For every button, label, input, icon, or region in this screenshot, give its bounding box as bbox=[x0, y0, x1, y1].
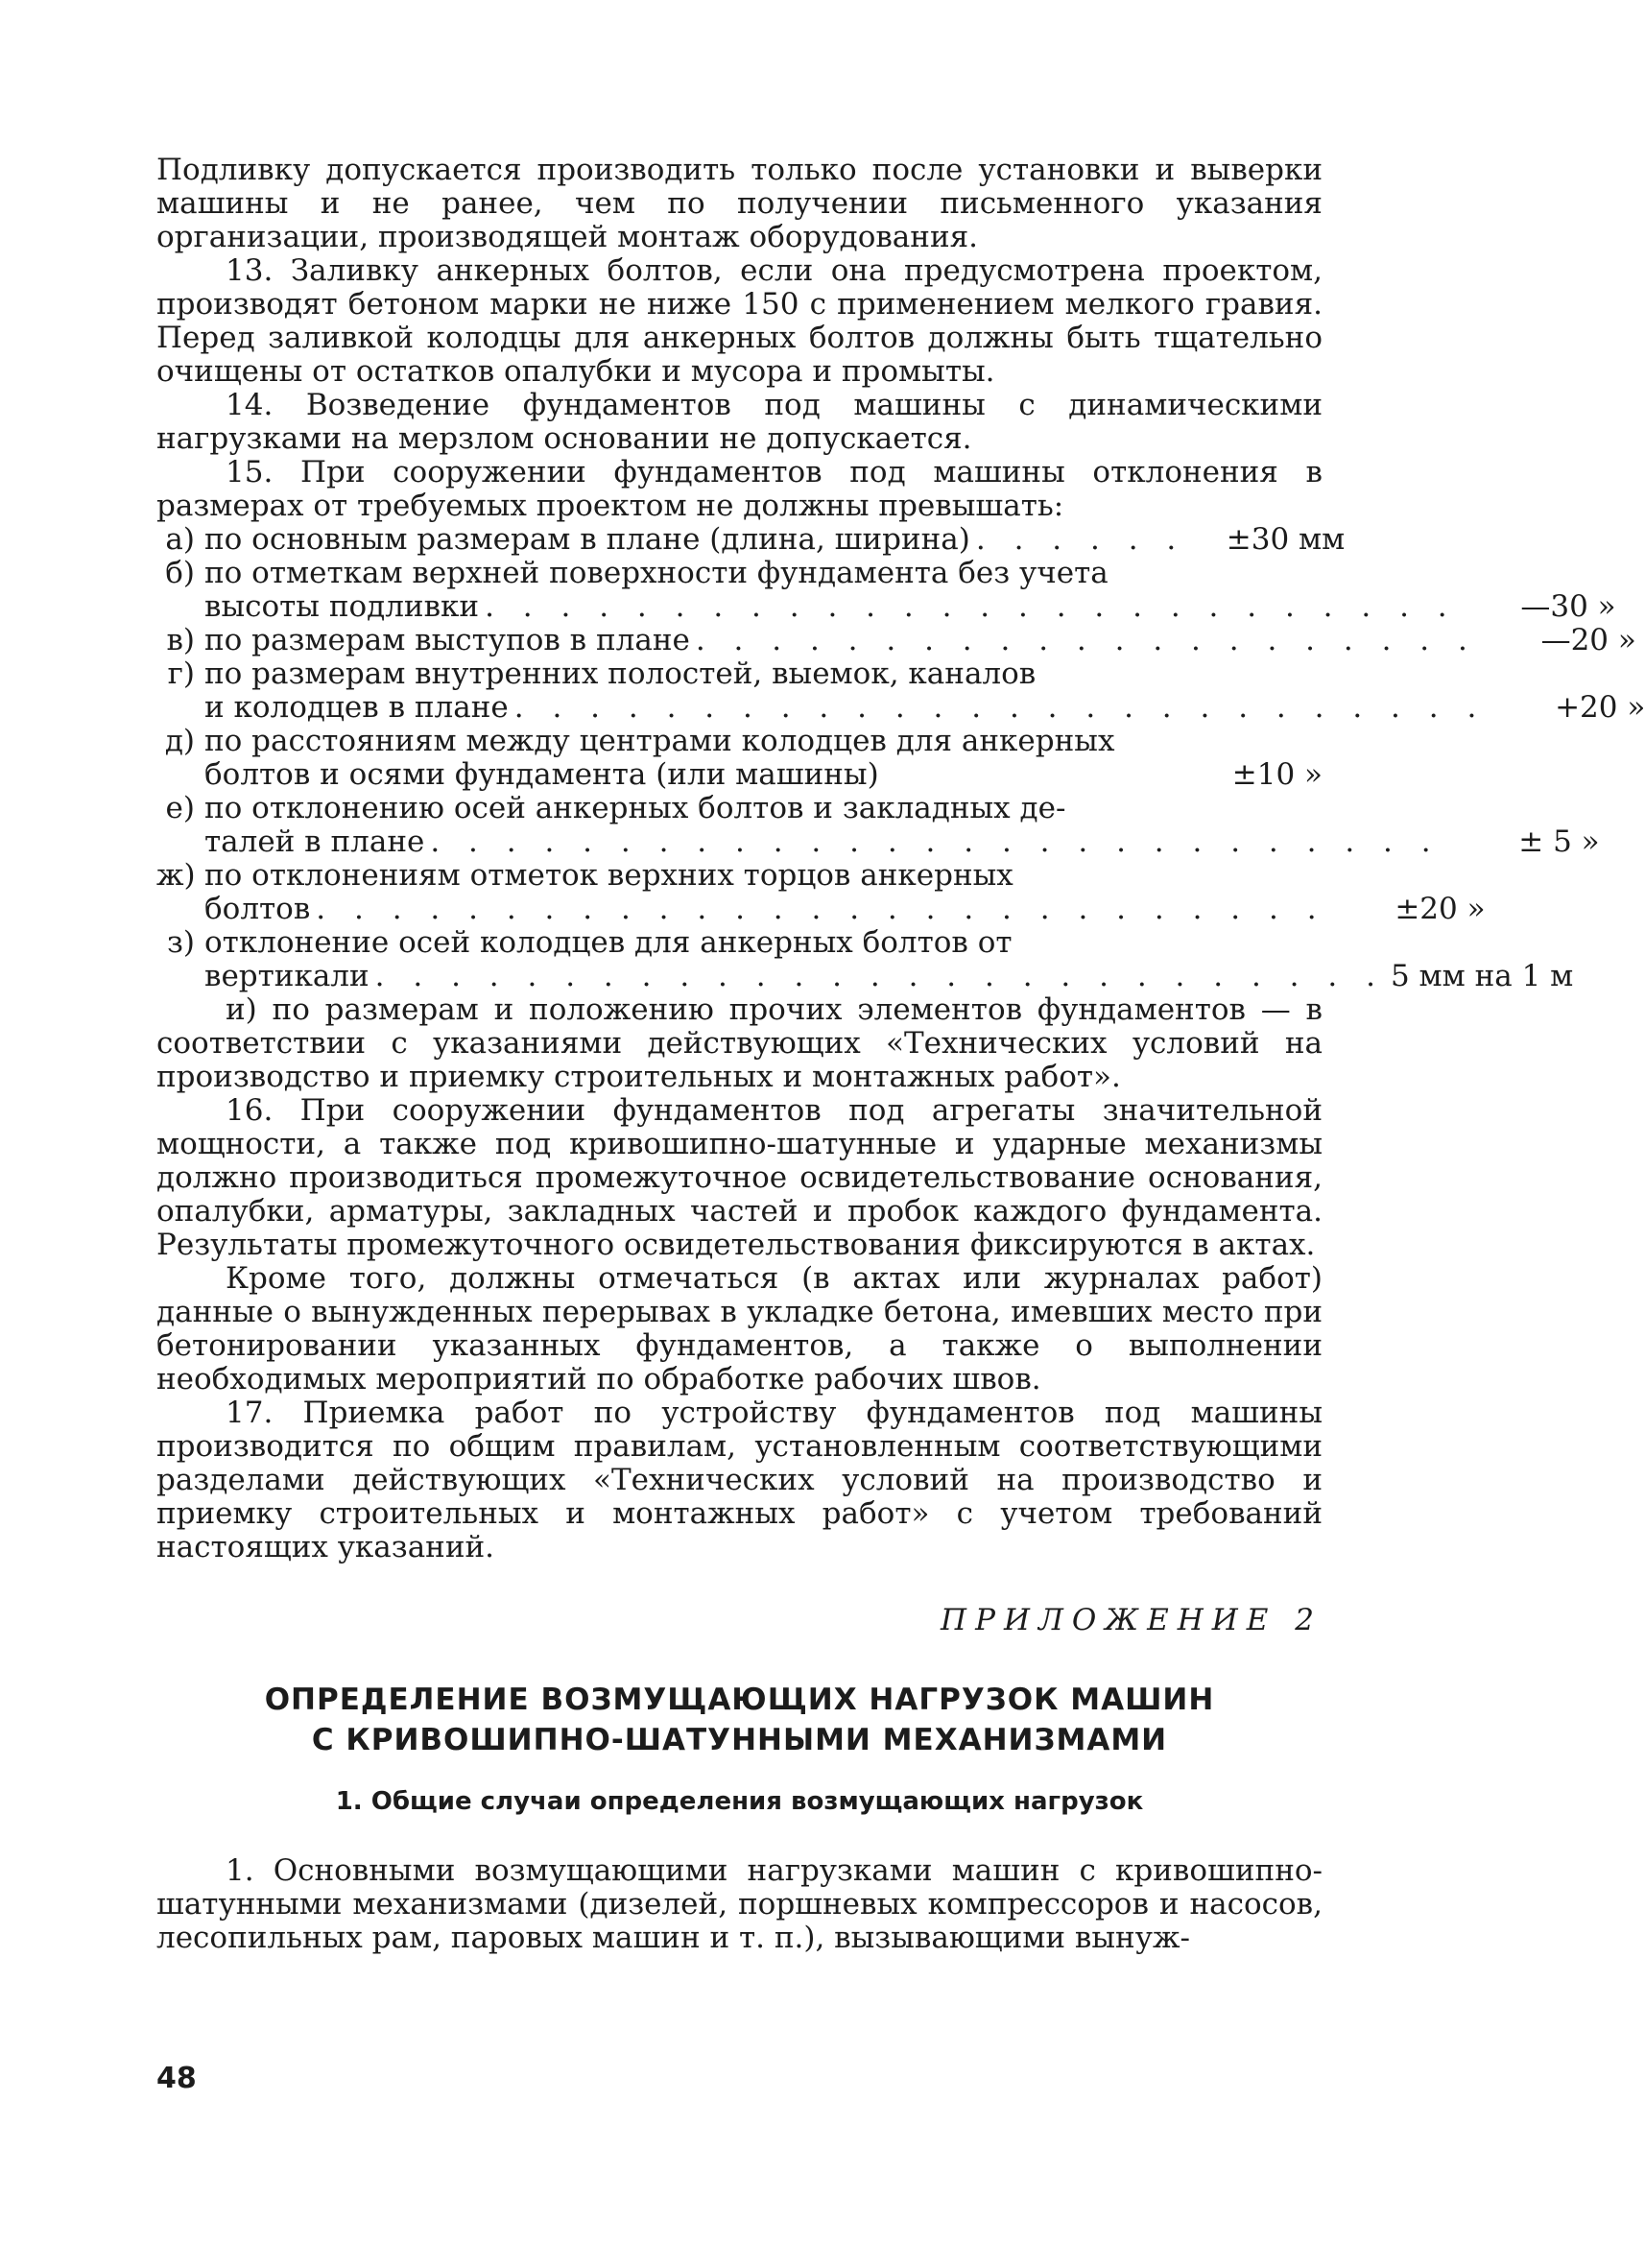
item-value: ±10 » bbox=[1231, 757, 1323, 792]
item-text-cont: болтов bbox=[204, 892, 311, 926]
item-letter: д) bbox=[164, 724, 195, 758]
item-text: по отклонениям отметок верхних торцов анкерных bbox=[204, 858, 1013, 893]
tolerance-item: б) по отметкам верхней поверхности фундамента без учета высоты подливки . . . . . . . . . . . . . . . . . . . . . . . . . . —30 » bbox=[156, 557, 1323, 624]
item-value: ± 5 » bbox=[1518, 824, 1600, 859]
item-i: и) по размерам и положению прочих элементов фундаментов — в соответствии с указаниями действующих «Технических условий на производство и приемку строительных и монтажных работ». bbox=[156, 992, 1323, 1094]
paragraph-15: 15. При сооружении фундаментов под машины отклонения в размерах от требуемых проектом не должны превышать: bbox=[156, 455, 1323, 523]
tolerance-item: в) по размерам выступов в плане . . . . . . . . . . . . . . . . . . . . . —20 » bbox=[156, 624, 1323, 657]
item-text-cont: высоты подливки bbox=[204, 589, 480, 624]
appendix-label: ПРИЛОЖЕНИЕ 2 bbox=[941, 1603, 1323, 1637]
item-text-cont: вертикали bbox=[204, 959, 370, 993]
item-value: +20 » bbox=[1555, 690, 1645, 725]
item-text: отклонение осей колодцев для анкерных болтов от bbox=[204, 925, 1013, 960]
tolerance-item bbox=[156, 725, 1323, 792]
item-letter: в) bbox=[166, 623, 195, 657]
paragraph-17: 17. Приемка работ по устройству фундаментов под машины производится по общим правилам, установленным соответствующими разделами действующих «Технических условий на производство и приемку строительных и монтажных работ» с учетом требований настоящих указаний. bbox=[156, 1396, 1323, 1564]
item-letter: б) bbox=[165, 556, 195, 590]
item-text: по основным размерам в плане (длина, ширина) bbox=[204, 522, 970, 557]
section-title bbox=[156, 1680, 1323, 1760]
tolerance-item: е) по отклонению осей анкерных болтов и закладных де- талей в плане . . . . . . . . . . . . . . . . . . . . . . . . . . . ± 5 » bbox=[156, 792, 1323, 859]
paragraph-16: 16. При сооружении фундаментов под агрегаты значительной мощности, а также под кривошипно-шатунные и ударные механизмы должно производиться промежуточное освидетельствование основания, опалубки, арматуры, закладных частей и пробок каждого фундамента. Результаты промежуточного освидетельствования фиксируются в актах. bbox=[156, 1093, 1323, 1262]
item-value: ±30 мм bbox=[1226, 522, 1346, 557]
paragraph-14: 14. Возведение фундаментов под машины с динамическими нагрузками на мерзлом основании не допускается. bbox=[156, 388, 1323, 456]
item-text: по отметкам верхней поверхности фундамента без учета bbox=[204, 556, 1109, 590]
item-text: по размерам внутренних полостей, выемок, каналов bbox=[204, 657, 1037, 691]
item-letter: г) bbox=[167, 657, 195, 691]
item-text: по размерам выступов в плане bbox=[204, 623, 690, 657]
page-number: 48 bbox=[156, 2062, 197, 2095]
paragraph-13: 13. Заливку анкерных болтов, если она предусмотрена проектом, производят бетоном марки не ниже 150 с применением мелкого гравия. Перед заливкой колодцы для анкерных болтов должны быть тщательно очищены от остатков опалубки и мусора и промыты. bbox=[156, 253, 1323, 389]
item-text-cont: талей в плане bbox=[204, 824, 425, 859]
item-value: —20 » bbox=[1540, 623, 1636, 657]
item-value: —30 » bbox=[1520, 589, 1616, 624]
section-title-line-1: ОПРЕДЕЛЕНИЕ ВОЗМУЩАЮЩИХ НАГРУЗОК МАШИН bbox=[264, 1683, 1215, 1717]
item-text: по расстояниям между центрами колодцев для анкерных болтов и осями фундамента (или машины) bbox=[204, 724, 1115, 792]
page-content bbox=[156, 153, 1645, 1955]
item-letter: а) bbox=[165, 522, 195, 557]
item-value: 5 мм на 1 м bbox=[1390, 959, 1574, 993]
section-title-line-2: С КРИВОШИПНО-ШАТУННЫМИ МЕХАНИЗМАМИ bbox=[311, 1723, 1168, 1757]
tolerance-item: з) отклонение осей колодцев для анкерных болтов от вертикали . . . . . . . . . . . . . . . . . . . . . . . . . . . 5 мм на 1 м bbox=[156, 926, 1323, 993]
paragraph-16-continued: Кроме того, должны отмечаться (в актах или журналах работ) данные о вынужденных перерывах в укладке бетона, имевших место при бетонировании указанных фундаментов, а также о выполнении необходимых мероприятий по обработке рабочих швов. bbox=[156, 1261, 1323, 1397]
paragraph-12-end: Подливку допускается производить только после установки и выверки машины и не ранее, чем по получении письменного указания организации, производящей монтаж оборудования. bbox=[156, 153, 1323, 254]
item-letter: е) bbox=[165, 791, 195, 825]
paragraph-appendix-1: 1. Основными возмущающими нагрузками машин с кривошипно-шатунными механизмами (дизелей, поршневых компрессоров и насосов, лесопильных рам, паровых машин и т. п.), вызывающими вынуж- bbox=[156, 1853, 1323, 1955]
item-letter: ж) bbox=[156, 858, 196, 893]
tolerance-list bbox=[156, 522, 1645, 993]
tolerance-item: а) по основным размерам в плане (длина, ширина) . . . . . . ±30 мм bbox=[156, 523, 1323, 557]
tolerance-item: ж) по отклонениям отметок верхних торцов анкерных болтов . . . . . . . . . . . . . . . . . . . . . . . . . . . ±20 » bbox=[156, 858, 1486, 926]
item-value: ±20 » bbox=[1395, 892, 1486, 926]
item-text-cont: и колодцев в плане bbox=[204, 690, 509, 725]
subsection-title: 1. Общие случаи определения возмущающих нагрузок bbox=[335, 1787, 1144, 1816]
tolerance-item: г) по размерам внутренних полостей, выемок, каналов и колодцев в плане . . . . . . . . . . . . . . . . . . . . . . . . . . +20 » bbox=[156, 657, 1323, 725]
item-text: по отклонению осей анкерных болтов и закладных де- bbox=[204, 791, 1066, 825]
item-letter: з) bbox=[166, 925, 195, 960]
